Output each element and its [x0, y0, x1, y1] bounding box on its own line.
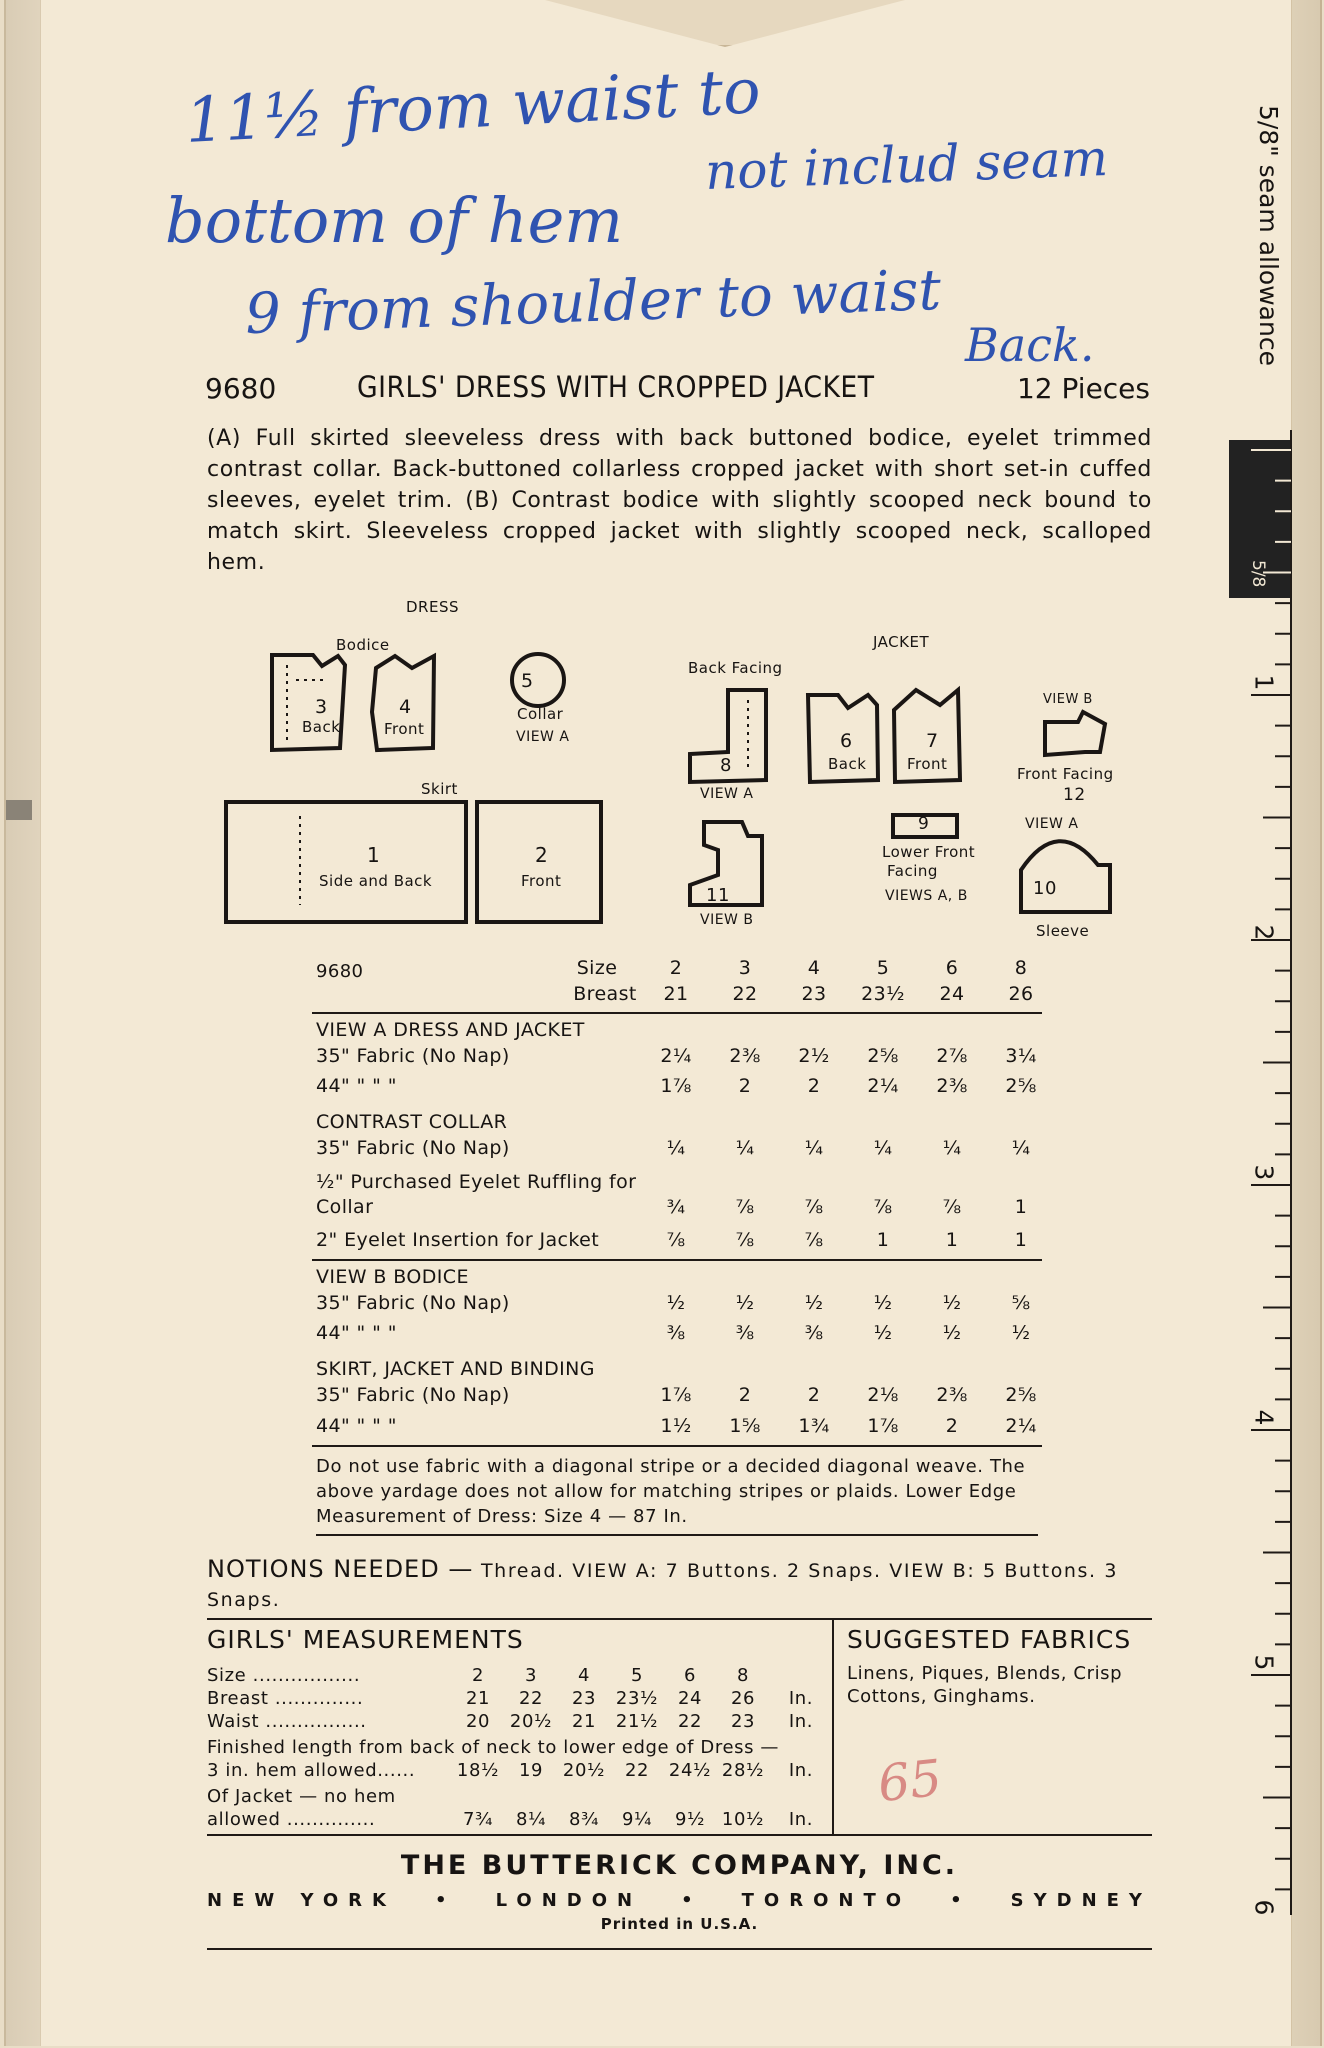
row-label: 44" " " ": [316, 1075, 397, 1097]
measurement-cell: 8: [736, 1665, 750, 1686]
measurement-cell: 6: [683, 1665, 697, 1686]
piece-10-number: 10: [1033, 878, 1057, 899]
city: LONDON: [495, 1890, 643, 1911]
notions-text: Thread. VIEW A: 7 Buttons. 2 Snaps. VIEW B: 5 Buttons. 3 Snaps.: [207, 1560, 1119, 1611]
piece-9-number: 9: [918, 814, 930, 834]
row-label: 44" " " ": [316, 1322, 397, 1344]
ruler-mark: 1: [1249, 674, 1279, 691]
row-label: SKIRT, JACKET AND BINDING: [316, 1358, 595, 1380]
measurement-label: Breast ..............: [207, 1688, 364, 1709]
measurement-cell: 5: [630, 1665, 644, 1686]
bullet: •: [435, 1890, 457, 1911]
measurement-cell: 22: [518, 1688, 544, 1709]
measurement-label: 3 in. hem allowed......: [207, 1760, 416, 1781]
piece-1-number: 1: [367, 843, 381, 867]
yardage-cell: 2⅜: [936, 1075, 968, 1097]
measurement-cell: 23½: [615, 1688, 659, 1709]
yardage-cell: ½: [666, 1292, 686, 1314]
yardage-cell: 2¼: [1005, 1415, 1037, 1437]
yardage-cell: ⅜: [735, 1322, 755, 1344]
measurement-cell: 9½: [674, 1809, 706, 1830]
measurement-cell: 7¾: [462, 1809, 494, 1830]
city: SYDNEY: [1010, 1890, 1152, 1911]
piece-9-label-1: Lower Front: [882, 843, 976, 861]
yardage-cell: 2⅝: [1005, 1075, 1037, 1097]
yardage-cell: ⅞: [804, 1196, 824, 1218]
measurement-label: Of Jacket — no hem: [207, 1786, 396, 1807]
ruler-mark: 6: [1249, 1899, 1279, 1916]
yardage-cell: 2: [945, 1415, 959, 1437]
yardage-cell: 1⅞: [660, 1384, 692, 1406]
row-label: 35" Fabric (No Nap): [316, 1137, 510, 1159]
back-facing-label: Back Facing: [688, 659, 783, 677]
skirt-label: Skirt: [421, 780, 458, 798]
bullet: •: [681, 1890, 703, 1911]
yardage-pattern-number: 9680: [316, 961, 364, 982]
breast-value: 23: [801, 983, 827, 1005]
row-label: CONTRAST COLLAR: [316, 1111, 508, 1133]
measurement-cell: 8¾: [568, 1809, 600, 1830]
measurement-cell: 21: [465, 1688, 491, 1709]
size-value: 3: [738, 957, 752, 979]
piece-1-label: Side and Back: [319, 872, 433, 890]
yardage-cell: 1: [945, 1229, 959, 1251]
pattern-title: GIRLS' DRESS WITH CROPPED JACKET: [357, 370, 875, 404]
yardage-cell: 2⅜: [936, 1384, 968, 1406]
breast-value: 24: [939, 983, 965, 1005]
measurement-unit: In.: [788, 1760, 814, 1781]
yardage-cell: 1: [1014, 1196, 1028, 1218]
yardage-cell: ¼: [1011, 1137, 1031, 1159]
piece-6-label: Back: [828, 755, 867, 773]
ruler-mark: 3: [1249, 1164, 1279, 1181]
breast-value: 21: [663, 983, 689, 1005]
row-label: VIEW B BODICE: [316, 1266, 469, 1288]
row-label: 2" Eyelet Insertion for Jacket: [316, 1229, 600, 1251]
piece-4-label: Front: [384, 720, 425, 738]
yardage-cell: ½: [873, 1292, 893, 1314]
yardage-cell: ½: [873, 1322, 893, 1344]
dress-label: DRESS: [406, 598, 459, 616]
measurement-unit: In.: [788, 1809, 814, 1830]
size-value: 2: [669, 957, 683, 979]
measurement-unit: In.: [788, 1688, 814, 1709]
handwriting-line-1: 11½ from waist to: [183, 53, 763, 158]
measurement-cell: 21½: [615, 1711, 659, 1732]
yardage-cell: ¼: [735, 1137, 755, 1159]
yardage-cell: 2: [807, 1075, 821, 1097]
ruler-mark: 4: [1249, 1409, 1279, 1426]
bodice-label: Bodice: [336, 636, 390, 654]
piece-2-number: 2: [535, 843, 549, 867]
yardage-cell: ⅞: [804, 1229, 824, 1251]
yardage-cell: ⅞: [735, 1196, 755, 1218]
piece-3-number: 3: [315, 696, 328, 718]
yardage-cell: 1½: [660, 1415, 692, 1437]
row-label: 35" Fabric (No Nap): [316, 1384, 510, 1406]
piece-5-number: 5: [521, 670, 534, 692]
measurement-cell: 10½: [721, 1809, 765, 1830]
yardage-cell: 2: [738, 1384, 752, 1406]
ruler-badge: 5/8: [1248, 560, 1268, 588]
piece-count: 12 Pieces: [1016, 372, 1150, 405]
piece-2-label: Front: [521, 872, 562, 890]
size-value: 6: [945, 957, 959, 979]
yardage-cell: 2¼: [660, 1045, 692, 1067]
piece-3-label: Back: [302, 718, 341, 736]
measurement-label: Finished length from back of neck to lower edge of Dress —: [207, 1737, 779, 1758]
yardage-cell: 3¼: [1005, 1045, 1037, 1067]
measurement-cell: 20½: [562, 1760, 606, 1781]
yardage-cell: 2⅞: [936, 1045, 968, 1067]
yardage-cell: ½: [942, 1292, 962, 1314]
row-label: 44" " " ": [316, 1415, 397, 1437]
measurement-cell: 4: [577, 1665, 591, 1686]
measurement-cell: 23: [730, 1711, 756, 1732]
ruler-mark: 5: [1249, 1654, 1279, 1671]
breast-label: Breast: [573, 983, 637, 1005]
ruler-mark: 2: [1249, 924, 1279, 941]
measurement-cell: 28½: [721, 1760, 765, 1781]
yardage-cell: 1¾: [798, 1415, 830, 1437]
yardage-cell: 2: [807, 1384, 821, 1406]
piece-7-number: 7: [926, 730, 939, 752]
piece-11-number: 11: [706, 885, 730, 906]
piece-6-number: 6: [840, 730, 853, 752]
bullet: •: [950, 1890, 972, 1911]
measurement-cell: 2: [471, 1665, 485, 1686]
breast-value: 22: [732, 983, 758, 1005]
yardage-cell: 2⅜: [729, 1045, 761, 1067]
breast-value: 23½: [861, 983, 905, 1005]
printed-in: Printed in U.S.A.: [600, 1915, 759, 1933]
piece-9-label-2: Facing: [887, 862, 938, 880]
price-stamp: 65: [875, 1748, 945, 1814]
size-value: 5: [876, 957, 890, 979]
row-label: 35" Fabric (No Nap): [316, 1292, 510, 1314]
fabric-note: Do not use fabric with a diagonal stripe or a decided diagonal weave. The above yardage does not allow for matching stripes or plaids. Lower Edge Measurement of Dress: Size 4 — 87 In.: [316, 1456, 1026, 1527]
yardage-cell: ¼: [666, 1137, 686, 1159]
measurement-label: Waist ................: [207, 1711, 367, 1732]
yardage-cell: 2¼: [867, 1075, 899, 1097]
row-label: ½" Purchased Eyelet Ruffling for: [316, 1171, 637, 1193]
row-label: Collar: [316, 1196, 374, 1218]
yardage-cell: 2⅝: [867, 1045, 899, 1067]
piece-8-view: VIEW A: [700, 786, 754, 802]
measurement-cell: 18½: [456, 1760, 500, 1781]
collar-label: Collar: [517, 705, 564, 723]
yardage-cell: 1: [876, 1229, 890, 1251]
measurement-cell: 24: [677, 1688, 703, 1709]
row-label: VIEW A DRESS AND JACKET: [316, 1019, 585, 1041]
yardage-cell: ⅞: [873, 1196, 893, 1218]
collar-view: VIEW A: [516, 729, 570, 745]
measurement-cell: 19: [518, 1760, 544, 1781]
handwriting-line-5: Back.: [965, 318, 1095, 372]
suggested-fabrics-title: SUGGESTED FABRICS: [847, 1625, 1132, 1654]
yardage-cell: ½: [942, 1322, 962, 1344]
pattern-number: 9680: [205, 372, 277, 405]
measurement-cell: 3: [524, 1665, 538, 1686]
measurement-cell: 20: [465, 1711, 491, 1732]
measurement-cell: 8¼: [515, 1809, 547, 1830]
measurement-cell: 23: [571, 1688, 597, 1709]
yardage-cell: ¼: [804, 1137, 824, 1159]
piece-7-label: Front: [907, 755, 948, 773]
yardage-cell: ⅞: [735, 1229, 755, 1251]
yardage-cell: ¾: [666, 1196, 686, 1218]
yardage-cell: 1: [1014, 1229, 1028, 1251]
measurement-label: Size .................: [207, 1665, 361, 1686]
size-value: 8: [1014, 957, 1028, 979]
jacket-label: JACKET: [873, 633, 930, 651]
measurement-cell: 26: [730, 1688, 756, 1709]
yardage-cell: ⅞: [942, 1196, 962, 1218]
yardage-cell: ½: [804, 1292, 824, 1314]
yardage-cell: ⅝: [1011, 1292, 1031, 1314]
piece-12-number: 12: [1063, 785, 1086, 805]
yardage-cell: 1⅞: [660, 1075, 692, 1097]
breast-value: 26: [1008, 983, 1034, 1005]
measurement-cell: 20½: [509, 1711, 553, 1732]
city: NEW YORK: [207, 1890, 396, 1911]
yardage-cell: ¼: [942, 1137, 962, 1159]
yardage-cell: 1⅝: [729, 1415, 761, 1437]
measurement-cell: 9¼: [621, 1809, 653, 1830]
yardage-cell: 1⅞: [867, 1415, 899, 1437]
yardage-cell: ⅞: [666, 1229, 686, 1251]
measurement-cell: 22: [624, 1760, 650, 1781]
piece-12-label: Front Facing: [1017, 765, 1114, 783]
handwriting-line-3: bottom of hem: [165, 184, 624, 257]
piece-12-view: VIEW B: [1043, 692, 1093, 707]
measurement-cell: 22: [677, 1711, 703, 1732]
size-value: 4: [807, 957, 821, 979]
seam-allowance-label: 5/8" seam allowance: [1254, 105, 1283, 366]
measurement-cell: 21: [571, 1711, 597, 1732]
yardage-cell: ¼: [873, 1137, 893, 1159]
yardage-cell: ⅜: [804, 1322, 824, 1344]
handwriting-line-2: not includ seam: [704, 128, 1109, 202]
yardage-cell: 2⅝: [1005, 1384, 1037, 1406]
yardage-cell: ½: [735, 1292, 755, 1314]
notions-heading: NOTIONS NEEDED —: [207, 1555, 474, 1583]
yardage-cell: ⅜: [666, 1322, 686, 1344]
row-label: 35" Fabric (No Nap): [316, 1045, 510, 1067]
piece-4-number: 4: [399, 696, 412, 718]
handwriting-line-4: 9 from shoulder to waist: [244, 257, 942, 348]
piece-10-label: Sleeve: [1036, 922, 1090, 940]
yardage-cell: 2: [738, 1075, 752, 1097]
measurement-unit: In.: [788, 1711, 814, 1732]
measurement-cell: 24½: [668, 1760, 712, 1781]
company-name: THE BUTTERICK COMPANY, INC.: [400, 1850, 959, 1881]
pattern-description: (A) Full skirted sleeveless dress with back buttoned bodice, eyelet trimmed contrast collar. Back-buttoned collarless cropped jacket with short set-in cuffed sleeves, eyelet trim. (B) Contrast bodice with slightly scooped neck bound to match skirt. Sleeveless cropped jacket with slightly scooped neck, scalloped hem.: [207, 426, 1152, 575]
yardage-cell: 2⅛: [867, 1384, 899, 1406]
measurements-title: GIRLS' MEASUREMENTS: [207, 1625, 524, 1654]
yardage-cell: 2½: [798, 1045, 830, 1067]
size-label: Size: [576, 957, 618, 979]
measurement-label: allowed ..............: [207, 1809, 376, 1830]
city: TORONTO: [741, 1890, 912, 1911]
piece-11-view: VIEW B: [700, 912, 754, 928]
piece-10-view: VIEW A: [1025, 816, 1079, 832]
yardage-cell: ½: [1011, 1322, 1031, 1344]
suggested-fabrics-text: Linens, Piques, Blends, Crisp Cottons, Ginghams.: [847, 1663, 1123, 1707]
piece-8-number: 8: [720, 755, 732, 776]
piece-9-view: VIEWS A, B: [885, 888, 968, 904]
